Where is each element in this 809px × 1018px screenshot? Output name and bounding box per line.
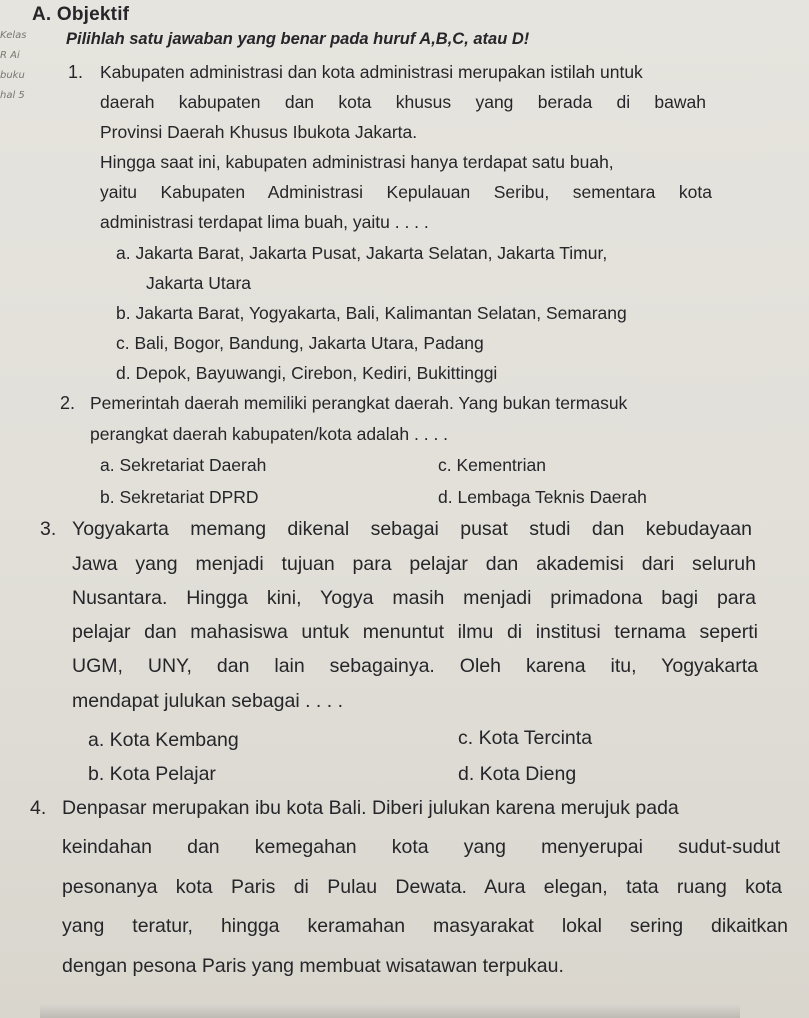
- option-c[interactable]: c. Bali, Bogor, Bandung, Jakarta Utara, Padang: [116, 333, 484, 353]
- question-number: 1.: [68, 62, 84, 82]
- section-heading: A. Objektif: [32, 4, 130, 25]
- question-text-line: Provinsi Daerah Khusus Ibukota Jakarta.: [100, 122, 418, 142]
- question-text-line: UGM, UNY, dan lain sebagainya. Oleh karena itu, Yogyakarta: [72, 655, 758, 677]
- question-text-line: administrasi terdapat lima buah, yaitu . . . .: [100, 212, 429, 232]
- option-b[interactable]: b. Sekretariat DPRD: [100, 487, 259, 507]
- question-text-line: keindahan dan kemegahan kota yang menyerupai sudut-sudut: [62, 836, 780, 858]
- question-text-line: mendapat julukan sebagai . . . .: [72, 690, 344, 712]
- question-number: 2.: [60, 393, 76, 413]
- question-text-line: Pemerintah daerah memiliki perangkat daerah. Yang bukan termasuk: [90, 393, 628, 413]
- question-text-line: yang teratur, hingga keramahan masyarakat lokal sering dikaitkan: [62, 915, 788, 937]
- option-a[interactable]: a. Sekretariat Daerah: [100, 455, 267, 475]
- option-a-continued: Jakarta Utara: [146, 273, 252, 293]
- margin-note: Kelas: [0, 30, 27, 41]
- option-d[interactable]: d. Kota Dieng: [458, 763, 577, 785]
- question-text-line: Kabupaten administrasi dan kota administrasi merupakan istilah untuk: [100, 62, 643, 82]
- page-edge-shadow: [40, 1004, 740, 1018]
- margin-note: buku: [0, 70, 25, 81]
- question-text-line: Nusantara. Hingga kini, Yogya masih menjadi primadona bagi para: [72, 587, 756, 609]
- option-d[interactable]: d. Lembaga Teknis Daerah: [438, 487, 647, 507]
- question-text-line: perangkat daerah kabupaten/kota adalah . . . .: [90, 424, 449, 444]
- question-text-line: Yogyakarta memang dikenal sebagai pusat studi dan kebudayaan: [72, 518, 752, 540]
- instruction-text: Pilihlah satu jawaban yang benar pada huruf A,B,C, atau D!: [66, 30, 530, 48]
- question-text-line: daerah kabupaten dan kota khusus yang berada di bawah: [100, 92, 706, 112]
- question-text-line: dengan pesona Paris yang membuat wisatawan terpukau.: [62, 955, 564, 977]
- question-text-line: pelajar dan mahasiswa untuk menuntut ilmu di institusi ternama seperti: [72, 621, 758, 643]
- option-a[interactable]: a. Jakarta Barat, Jakarta Pusat, Jakarta Selatan, Jakarta Timur,: [116, 243, 608, 263]
- option-a[interactable]: a. Kota Kembang: [88, 729, 239, 751]
- question-text-line: pesonanya kota Paris di Pulau Dewata. Aura elegan, tata ruang kota: [62, 876, 782, 898]
- option-b[interactable]: b. Kota Pelajar: [88, 763, 216, 785]
- question-text-line: yaitu Kabupaten Administrasi Kepulauan Seribu, sementara kota: [100, 182, 712, 202]
- question-text-line: Hingga saat ini, kabupaten administrasi hanya terdapat satu buah,: [100, 152, 614, 172]
- option-c[interactable]: c. Kementrian: [438, 455, 546, 475]
- question-text-line: Jawa yang menjadi tujuan para pelajar dan akademisi dari seluruh: [72, 553, 756, 575]
- option-b[interactable]: b. Jakarta Barat, Yogyakarta, Bali, Kalimantan Selatan, Semarang: [116, 303, 627, 323]
- option-d[interactable]: d. Depok, Bayuwangi, Cirebon, Kediri, Bukittinggi: [116, 363, 498, 383]
- margin-note: hal 5: [0, 90, 25, 101]
- question-text-line: Denpasar merupakan ibu kota Bali. Diberi julukan karena merujuk pada: [62, 797, 679, 819]
- question-number: 3.: [40, 518, 57, 540]
- question-number: 4.: [30, 797, 47, 819]
- option-c[interactable]: c. Kota Tercinta: [458, 727, 593, 749]
- margin-note: R Ai: [0, 50, 20, 61]
